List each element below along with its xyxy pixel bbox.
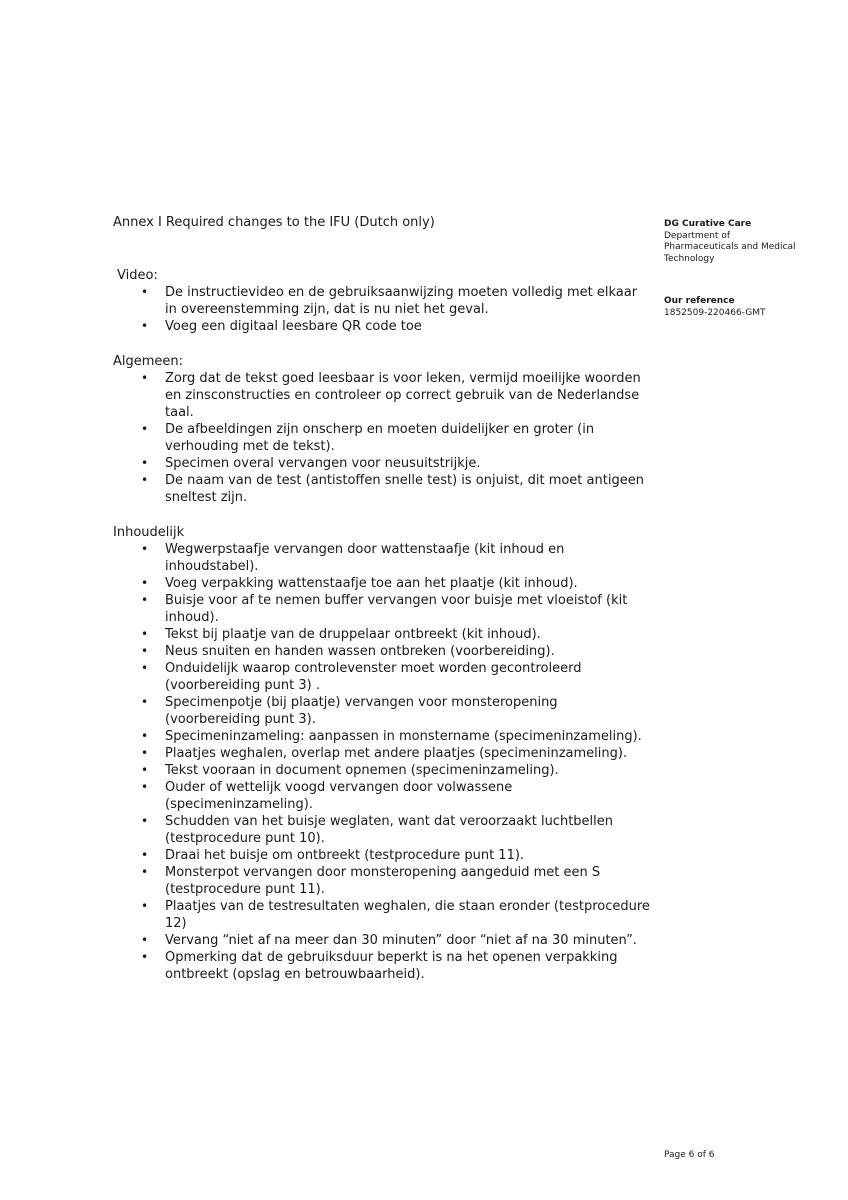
bullet-list	[113, 284, 653, 335]
reference-title: Our reference	[664, 296, 735, 306]
list-item: • Specimenpotje (bij plaatje) vervangen voor monsteropening (voorbereiding punt 3).	[165, 694, 653, 728]
section-video	[113, 267, 653, 335]
section-heading: Inhoudelijk	[113, 525, 185, 540]
list-item: • Buisje voor af te nemen buffer vervangen voor buisje met vloeistof (kit inhoud).	[165, 592, 653, 626]
list-item: • Wegwerpstaafje vervangen door wattenstaafje (kit inhoud en inhoudstabel).	[165, 541, 653, 575]
list-item: • Voeg verpakking wattenstaafje toe aan het plaatje (kit inhoud).	[165, 575, 653, 592]
reference-value: 1852509-220466-GMT	[664, 307, 766, 318]
section-heading: Algemeen:	[113, 354, 184, 369]
list-item: • De instructievideo en de gebruiksaanwijzing moeten volledig met elkaar in overeenstemming zijn, dat is nu niet het geval.	[165, 284, 653, 318]
page-number: Page 6 of 6	[664, 1150, 715, 1160]
bullet-list	[113, 541, 653, 983]
sidebar-info	[664, 219, 834, 319]
list-item: • Vervang “niet af na meer dan 30 minuten” door “niet af na 30 minuten”.	[165, 932, 653, 949]
list-item: • Voeg een digitaal leesbare QR code toe	[165, 318, 653, 335]
list-item: • Opmerking dat de gebruiksduur beperkt is na het openen verpakking ontbreekt (opslag en betrouwbaarheid).	[165, 949, 653, 983]
list-item: • Tekst vooraan in document opnemen (specimeninzameling).	[165, 762, 653, 779]
list-item: • Monsterpot vervangen door monsteropening aangeduid met een S (testprocedure punt 11).	[165, 864, 653, 898]
department-line: Technology	[664, 253, 715, 264]
list-item: • Tekst bij plaatje van de druppelaar ontbreekt (kit inhoud).	[165, 626, 653, 643]
section-heading: Video:	[117, 268, 158, 283]
document-title: Annex I Required changes to the IFU (Dutch only)	[113, 215, 435, 230]
list-item: • Schudden van het buisje weglaten, want dat veroorzaakt luchtbellen (testprocedure punt 10).	[165, 813, 653, 847]
list-item: • Specimeninzameling: aanpassen in monstername (specimeninzameling).	[165, 728, 653, 745]
department-title: DG Curative Care	[664, 219, 752, 229]
list-item: • De afbeeldingen zijn onscherp en moeten duidelijker en groter (in verhouding met de tekst).	[165, 421, 653, 455]
list-item: • Neus snuiten en handen wassen ontbreken (voorbereiding).	[165, 643, 653, 660]
bullet-list	[113, 370, 653, 506]
list-item: • Plaatjes van de testresultaten weghalen, die staan eronder (testprocedure 12)	[165, 898, 653, 932]
section-inhoudelijk	[113, 524, 653, 983]
department-line: Department of	[664, 230, 730, 241]
list-item: • Ouder of wettelijk voogd vervangen door volwassene (specimeninzameling).	[165, 779, 653, 813]
section-algemeen	[113, 353, 653, 506]
list-item: • Onduidelijk waarop controlevenster moet worden gecontroleerd (voorbereiding punt 3) .	[165, 660, 653, 694]
department-line: Pharmaceuticals and Medical	[664, 242, 796, 252]
document-body	[113, 214, 653, 983]
list-item: • Plaatjes weghalen, overlap met andere plaatjes (specimeninzameling).	[165, 745, 653, 762]
list-item: • Specimen overal vervangen voor neusuitstrijkje.	[165, 455, 653, 472]
list-item: • De naam van de test (antistoffen snelle test) is onjuist, dit moet antigeen sneltest zijn.	[165, 472, 653, 506]
list-item: • Draai het buisje om ontbreekt (testprocedure punt 11).	[165, 847, 653, 864]
list-item: • Zorg dat de tekst goed leesbaar is voor leken, vermijd moeilijke woorden en zinsconstructies en controleer op correct gebruik van de Nederlandse taal.	[165, 370, 653, 421]
